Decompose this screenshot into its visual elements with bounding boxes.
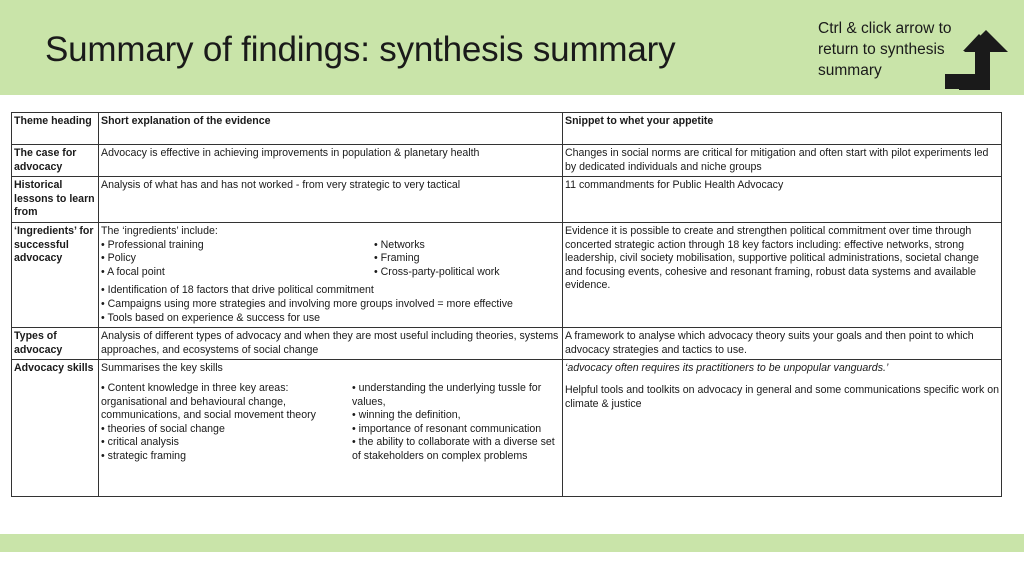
snippet-quote: ‘advocacy often requires its practitioners to be unpopular vanguards.’ xyxy=(565,362,889,375)
table-row xyxy=(12,145,1002,177)
list-item: • Policy xyxy=(101,252,136,265)
skills-left xyxy=(101,382,352,464)
row-theme: Types of advocacy xyxy=(12,328,99,360)
row-snippet: A framework to analyse which advocacy theory suits your goals and then point to which advocacy strategies and tactics to use. xyxy=(563,328,1002,360)
explanation-intro: Summarises the key skills xyxy=(101,362,223,375)
snippet-text: Helpful tools and toolkits on advocacy in general and some communications specific work on climate & justice xyxy=(565,383,999,410)
list-item: • importance of resonant communication xyxy=(352,422,542,435)
table-header-row xyxy=(12,113,1002,145)
ingredients-left xyxy=(101,239,374,280)
list-item: • winning the definition, xyxy=(352,409,461,422)
row-explanation xyxy=(99,360,563,497)
skills-right xyxy=(352,382,560,464)
row-theme: The case for advocacy xyxy=(12,145,99,177)
list-item: • Professional training xyxy=(101,238,204,251)
list-item: • Content knowledge in three key areas: organisational and behavioural change, communications, and social movement theory xyxy=(101,381,316,422)
footer-band xyxy=(0,534,1024,552)
row-explanation xyxy=(99,222,563,327)
ingredients-right xyxy=(374,239,560,280)
header-explanation: Short explanation of the evidence xyxy=(99,113,563,145)
list-item: • the ability to collaborate with a diverse set of stakeholders on complex problems xyxy=(352,436,555,462)
list-item: • Tools based on experience & success for use xyxy=(101,311,321,324)
list-item: • A focal point xyxy=(101,265,165,278)
header-snippet: Snippet to whet your appetite xyxy=(563,113,1002,145)
row-theme: Advocacy skills xyxy=(12,360,99,497)
table-row xyxy=(12,360,1002,497)
table-row xyxy=(12,222,1002,327)
row-theme: ‘Ingredients’ for successful advocacy xyxy=(12,222,99,327)
ingredients-columns xyxy=(101,239,560,280)
page-title: Summary of findings: synthesis summary xyxy=(45,30,676,69)
row-explanation: Analysis of what has and has not worked - from very strategic to very tactical xyxy=(99,177,563,223)
list-item: • Campaigns using more strategies and involving more groups involved = more effective xyxy=(101,297,513,310)
skills-columns xyxy=(101,382,560,464)
nav-hint: Ctrl & click arrow to return to synthesis summary xyxy=(818,20,952,79)
row-explanation: Advocacy is effective in achieving improvements in population & planetary health xyxy=(99,145,563,177)
row-snippet xyxy=(563,360,1002,497)
list-item: • understanding the underlying tussle for values, xyxy=(352,381,542,408)
return-arrow-icon[interactable] xyxy=(943,30,1011,92)
row-snippet: 11 commandments for Public Health Advocacy xyxy=(563,177,1002,223)
list-item: • Identification of 18 factors that drive political commitment xyxy=(101,284,374,297)
row-snippet: Changes in social norms are critical for mitigation and often start with pilot experiments led by dedicated individuals and niche groups xyxy=(563,145,1002,177)
row-explanation: Analysis of different types of advocacy and when they are most useful including theories, systems approaches, and ecosystems of social change xyxy=(99,328,563,360)
row-snippet: Evidence it is possible to create and strengthen political commitment over time through concerted strategic action through 18 key factors including: effective networks, strong leadership, civil society mobilisation, supportive political administrations, societal change and focusing events, cohesive and resonant framing, robust data systems and available evidence. xyxy=(563,222,1002,327)
list-item: • critical analysis xyxy=(101,436,179,449)
list-item: • theories of social change xyxy=(101,422,225,435)
header-theme: Theme heading xyxy=(12,113,99,145)
explanation-intro: The ‘ingredients’ include: xyxy=(101,224,218,237)
list-item: • Cross-party-political work xyxy=(374,265,500,278)
table-row xyxy=(12,177,1002,223)
list-item: • Networks xyxy=(374,238,425,251)
table-row xyxy=(12,328,1002,360)
findings-table xyxy=(11,112,1002,497)
list-item: • Framing xyxy=(374,252,420,265)
row-theme: Historical lessons to learn from xyxy=(12,177,99,223)
list-item: • strategic framing xyxy=(101,449,186,462)
